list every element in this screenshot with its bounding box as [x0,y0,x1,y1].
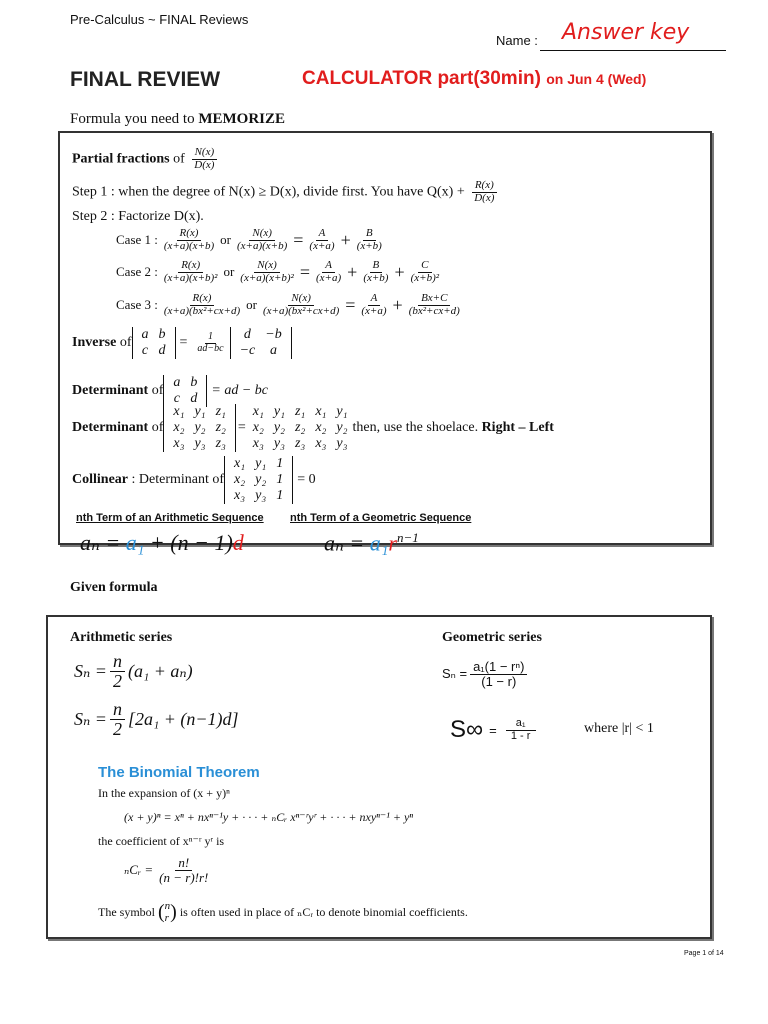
step1-fraction [471,180,497,204]
det3-then: then, use the shoelace. [352,420,479,435]
inverse-row: Inverse of a b c d = $\frac{1}{ad-bc}$ d −b −c a [72,327,292,359]
inverse-label: Inverse [72,335,117,350]
arith-lhs: aₙ = [80,530,126,555]
sn1-formula [74,652,193,691]
symbol-row [98,900,468,924]
binomial-title: The Binomial Theorem [98,764,260,781]
case2-t3-den: (x+b)² [410,271,440,284]
inverse-of: of [119,335,132,350]
case2-t1-den: (x+a) [316,271,342,284]
sn2-rest: [2a₁ + (n−1)d] [127,708,239,729]
case3-t1-num: A [368,293,381,306]
collinear-matrix: x₁ y₁ 1 x₂ y₂ 1 x₃ y₃ 1 [224,456,293,504]
det2-row [72,375,268,407]
sn1-num: n [110,652,125,672]
arith-a1: a₁ [125,530,145,555]
inv-scalar-den: ad−bc [197,342,224,354]
ncr-num: n! [175,856,192,871]
given-heading: Given formula [70,580,158,595]
geo-exp: n−1 [396,530,419,545]
geo-r: r [388,530,397,556]
sn2-den: 2 [112,718,122,739]
page-title: FINAL REVIEW [70,68,221,91]
coef-text: the coefficient of xⁿ⁻ʳ yʳ is [98,834,225,848]
det3-shoelace: x₁ y₁ z₁ x₁ y₁ x₂ y₂ z₂ x₂ y₂ x₃ y₃ z₃ x₃ y₃ [252,404,348,451]
case2-l-den: (x+a)(x+b)² [163,271,218,284]
det2-of: of [151,383,164,398]
pf-fraction [191,147,217,171]
case2-r-num: N(x) [254,260,280,273]
det2-label: Determinant [72,383,149,398]
det2-rhs: = ad − bc [211,383,268,398]
case2-l-num: R(x) [178,260,203,273]
name-underline [540,50,726,51]
case1-plus: + [340,229,351,250]
case2-eq: = [299,261,311,282]
inverse-result-matrix: d −b −c a [230,327,292,359]
sn1-rest: (a₁ + aₙ) [127,660,193,681]
geo-formula [324,530,419,556]
case1-t2-num: B [363,228,376,241]
arith-mid: + (n − 1) [144,530,233,555]
det3-right-left: Right – Left [481,420,554,435]
memorize-heading-bold: MEMORIZE [198,111,285,127]
collinear-rhs: = 0 [297,472,316,487]
geo-a1: a₁ [369,530,389,556]
case3-r-den: (x+a)(bx²+cx+d) [262,304,340,317]
det3-of: of [151,420,164,435]
sinf-lhs: S∞ [450,716,484,743]
case2-t3-num: C [418,260,431,273]
case3-row [116,293,466,317]
memorize-heading-pre: Formula you need to [70,111,195,127]
inv-scalar-num: 1 [205,332,216,344]
det2-matrix: a b c d [163,375,207,407]
case3-t1-den: (x+a) [361,304,387,317]
det3-label: Determinant [72,420,149,435]
case2-or: or [223,264,235,280]
collinear-row [72,456,316,504]
case3-eq: = [345,294,356,315]
case1-row [116,228,388,252]
subtitle-date: on Jun 4 (Wed) [546,71,647,87]
sinf-eq: = [489,722,497,738]
case1-eq: = [293,229,304,250]
partial-fractions-row [72,147,220,171]
memorize-heading [70,111,285,128]
collinear-text: : Determinant of [131,472,225,487]
case1-r-den: (x+a)(x+b) [237,239,288,252]
case2-t1-num: A [322,260,335,273]
expansion-formula: (x + y)ⁿ = xⁿ + nxⁿ⁻¹y + · · · + ₙCᵣ xⁿ⁻ʳyʳ + · · · + nxyⁿ⁻¹ + yⁿ [124,810,414,824]
geo-series-title: Geometric series [442,630,542,645]
sn1-lhs: Sₙ = [74,660,107,681]
case3-label: Case 3 : [116,297,158,313]
ncr-formula [124,856,214,884]
case2-t2-num: B [370,260,383,273]
geo-sn-formula [442,660,530,688]
geo-sn-den: (1 − r) [481,673,517,689]
collinear-label: Collinear [72,472,128,487]
case1-t2-den: (x+b) [356,239,382,252]
sn2-formula [74,700,239,739]
partial-fractions-label: Partial fractions [72,151,170,167]
name-value: Answer key [562,20,690,45]
calculator-subtitle [302,68,646,90]
step1-row [72,180,500,204]
case3-l-den: (x+a)(bx²+cx+d) [163,304,241,317]
case3-or: or [246,297,257,313]
case3-l-num: R(x) [190,293,215,306]
binomial-symbol: ( n r ) [158,900,177,925]
arith-d: d [232,530,244,555]
case2-t2-den: (x+b) [363,271,389,284]
case1-t1-den: (x+a) [309,239,335,252]
step1-num: R(x) [472,180,497,193]
case1-l-den: (x+a)(x+b) [163,239,215,252]
sinf-num: a₁ [506,718,536,731]
case2-r-den: (x+a)(x+b)² [240,271,294,284]
det3-matrix: x₁ y₁ z₁ x₂ y₂ z₂ x₃ y₃ z₃ [163,404,236,452]
step2-row: Step 2 : Factorize D(x). [72,209,204,224]
partial-fractions-of: of [173,151,185,167]
expansion-intro: In the expansion of (x + y)ⁿ [98,786,230,800]
geo-sn-lhs: Sₙ = [442,666,468,682]
case1-label: Case 1 : [116,232,158,248]
case2-label: Case 2 : [116,264,158,280]
course-header: Pre-Calculus ~ FINAL Reviews [70,12,249,27]
case3-t2-num: Bx+C [418,293,450,306]
case3-plus: + [392,294,403,315]
sn2-lhs: Sₙ = [74,708,107,729]
geo-lhs: aₙ = [324,530,370,556]
arith-series-title: Arithmetic series [70,630,173,645]
name-label: Name : [496,33,538,48]
case1-l-num: R(x) [177,228,202,241]
case2-row [116,260,445,284]
arith-formula [80,530,244,556]
ncr-den: (n − r)!r! [159,869,209,885]
case2-plus2: + [394,261,405,282]
pf-den: D(x) [194,158,215,171]
step1-text: Step 1 : when the degree of N(x) ≥ D(x), divide first. You have Q(x) + [72,184,465,200]
sn2-num: n [110,700,125,720]
case3-t2-den: (bx²+cx+d) [408,304,460,317]
case1-r-num: N(x) [249,228,275,241]
det3-row: Determinant of x₁ y₁ z₁ x₂ y₂ z₂ x₃ y₃ z₃ = x₁ y₁ z₁ x₁ y₁ x₂ y₂ z₂ x₂ y₂ x₃ y₃ z₃ x₃ y₃ then, use the shoelace. Right – Left [72,404,554,451]
sn1-den: 2 [112,670,122,691]
symbol-post: is often used in place of ₙCᵣ to denote binomial coefficients. [179,904,468,919]
inverse-matrix: a b c d [132,327,176,359]
geo-seq-label: nth Term of a Geometric Sequence [290,512,472,524]
page-number: Page 1 of 14 [684,950,724,957]
subtitle-main: CALCULATOR part(30min) [302,68,541,89]
symbol-pre: The symbol [98,904,155,919]
case1-t1-num: A [316,228,329,241]
case2-plus1: + [347,261,358,282]
case3-r-num: N(x) [288,293,314,306]
pf-num: N(x) [192,147,218,160]
sinf-where: where |r| < 1 [584,721,654,736]
geo-sn-num: a₁(1 − rⁿ) [470,660,527,675]
step1-den: D(x) [474,191,495,204]
arith-seq-label: nth Term of an Arithmetic Sequence [76,512,264,524]
symbol-bottom: r [164,912,169,925]
sinf-formula [450,716,539,744]
sinf-den: 1 - r [510,729,531,742]
symbol-top: n [164,900,171,912]
ncr-lhs: ₙCᵣ = [124,862,154,878]
case1-or: or [220,232,231,248]
